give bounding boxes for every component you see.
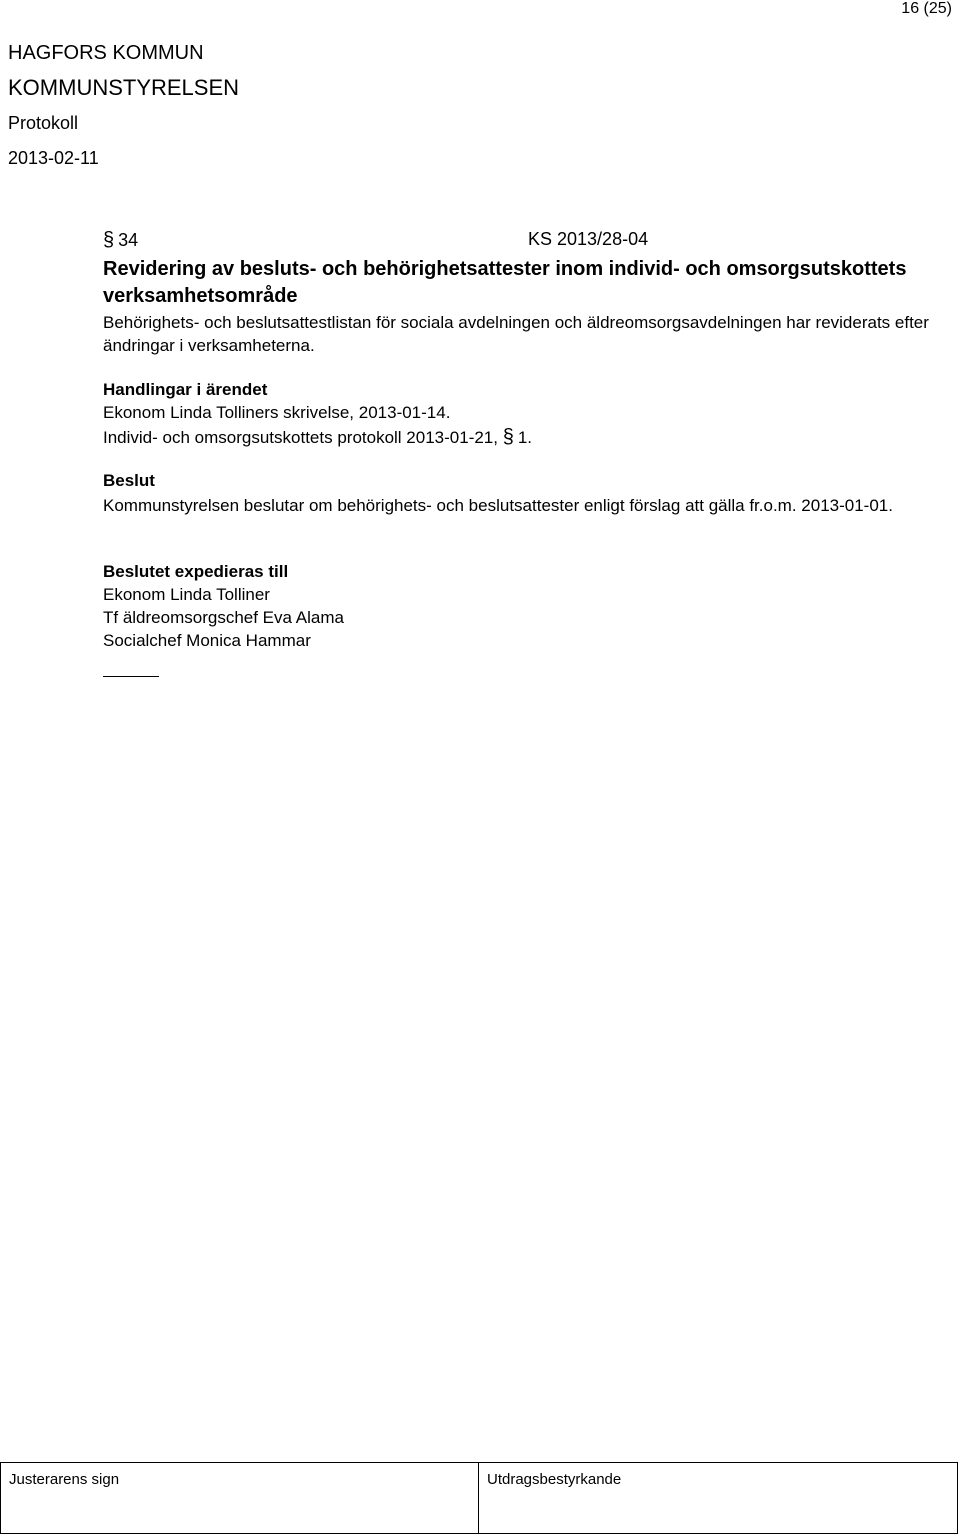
utdragsbestyrkande-label: Utdragsbestyrkande bbox=[487, 1471, 622, 1488]
page-number: 16 (25) bbox=[901, 0, 952, 17]
paragraph-sign: § bbox=[502, 426, 514, 448]
footer-divider bbox=[478, 1463, 479, 1533]
document-type: Protokoll bbox=[8, 113, 79, 133]
handling-text: Individ- och omsorgsutskottets protokoll 2013-01-21, bbox=[103, 428, 498, 447]
body-name: KOMMUNSTYRELSEN bbox=[8, 75, 240, 100]
recipient: Tf äldreomsorgschef Eva Alama bbox=[103, 608, 344, 627]
paragraph-sign: § bbox=[103, 229, 115, 251]
end-rule bbox=[103, 676, 159, 677]
handlingar-heading: Handlingar i ärendet bbox=[103, 380, 268, 399]
handling-item bbox=[103, 426, 532, 449]
diarienummer: KS 2013/28-04 bbox=[528, 229, 649, 249]
item-title: Revidering av besluts- och behörighetsattester inom individ- och omsorgsutskottets verksamhetsområde bbox=[103, 258, 907, 307]
recipient: Ekonom Linda Tolliner bbox=[103, 585, 270, 604]
beslut-heading: Beslut bbox=[103, 471, 155, 490]
paragraph-number-value: 34 bbox=[118, 230, 139, 250]
beslut-text: Kommunstyrelsen beslutar om behörighets- och beslutsattester enligt förslag att gälla fr.o.m. 2013-01-01. bbox=[103, 496, 893, 515]
document-date: 2013-02-11 bbox=[8, 148, 99, 168]
handling-paragraph-number: 1. bbox=[517, 428, 533, 447]
recipient: Socialchef Monica Hammar bbox=[103, 631, 311, 650]
expedieras-heading: Beslutet expedieras till bbox=[103, 562, 289, 581]
justerarens-sign-label: Justerarens sign bbox=[9, 1471, 120, 1488]
signature-footer bbox=[0, 1462, 958, 1534]
item-intro: Behörighets- och beslutsattestlistan för sociala avdelningen och äldreomsorgsavdelningen har reviderats efter ändringar i verksamheterna. bbox=[103, 313, 929, 355]
paragraph-number bbox=[103, 229, 138, 252]
handling-item: Ekonom Linda Tolliners skrivelse, 2013-01-14. bbox=[103, 403, 451, 422]
organization-name: HAGFORS KOMMUN bbox=[8, 42, 204, 64]
